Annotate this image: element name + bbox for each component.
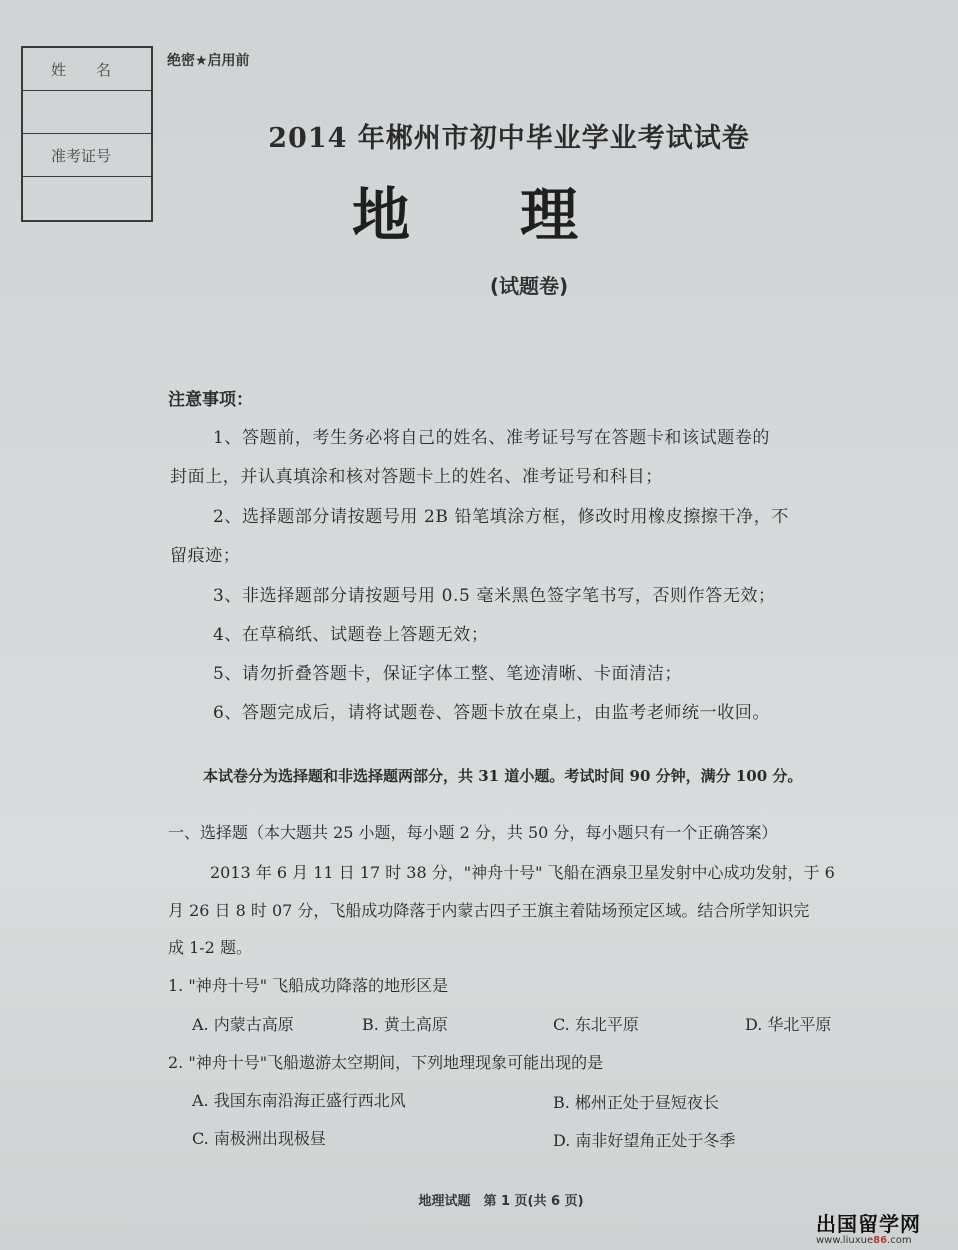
- answer-option-c: C. 南极洲出现极昼: [192, 1129, 326, 1148]
- name-field-label: 姓名: [23, 48, 151, 91]
- answer-option-b: B. 郴州正处于昼短夜长: [553, 1093, 719, 1112]
- watermark-name: 出国留学网: [816, 1212, 921, 1236]
- note-line: 封面上，并认真填涂和核对答题卡上的姓名、准考证号和科目；: [170, 467, 663, 487]
- section-heading: 一、选择题（本大题共 25 小题，每小题 2 分，共 50 分，每小题只有一个正确答案）: [168, 823, 778, 842]
- site-watermark: [816, 1213, 944, 1247]
- note-line: 5、请勿折叠答题卡，保证字体工整、笔迹清晰、卡面清洁；: [213, 664, 683, 684]
- watermark-url: www.liuxue86.com: [816, 1235, 912, 1246]
- answer-option-a: A. 内蒙古高原: [192, 1015, 294, 1034]
- answer-option-d: D. 华北平原: [745, 1015, 832, 1034]
- exam-title: 2014 年郴州市初中毕业学业考试试卷: [268, 123, 750, 154]
- note-line: 4、在草稿纸、试题卷上答题无效；: [213, 625, 489, 645]
- page-footer: 地理试题 第 1 页(共 6 页): [418, 1194, 584, 1209]
- answer-option-a: A. 我国东南沿海正盛行西北风: [192, 1091, 406, 1110]
- note-line: 6、答题完成后，请将试题卷、答题卡放在桌上，由监考老师统一收回。: [213, 703, 771, 723]
- question-intro-line: 2013 年 6 月 11 日 17 时 38 分，"神舟十号" 飞船在酒泉卫星发射中心成功发射，于 6: [210, 863, 835, 882]
- notes-heading: 注意事项：: [168, 390, 253, 410]
- subject-heading: 地理: [351, 181, 688, 249]
- note-line: 3、非选择题部分请按题号用 0.5 毫米黑色签字笔书写，否则作答无效；: [213, 586, 776, 606]
- answer-option-c: C. 东北平原: [553, 1015, 639, 1034]
- answer-option-b: B. 黄土高原: [362, 1015, 448, 1034]
- note-line: 2、选择题部分请按题号用 2B 铅笔填涂方框，修改时用橡皮擦擦干净，不: [213, 507, 789, 527]
- question-intro-line: 月 26 日 8 时 07 分，飞船成功降落于内蒙古四子王旗主着陆场预定区域。结合所学知识完: [168, 901, 810, 920]
- question-stem: 1. "神舟十号" 飞船成功降落的地形区是: [168, 976, 449, 995]
- note-line: 留痕迹；: [170, 546, 241, 566]
- question-stem: 2. "神舟十号"飞船遨游太空期间，下列地理现象可能出现的是: [168, 1053, 604, 1072]
- exam-number-field-label: 准考证号: [23, 134, 151, 177]
- question-intro-line: 成 1-2 题。: [168, 938, 252, 957]
- note-line: 1、答题前，考生务必将自己的姓名、准考证号写在答题卡和该试题卷的: [213, 428, 771, 448]
- answer-option-d: D. 南非好望角正处于冬季: [553, 1131, 736, 1150]
- confidential-mark: 绝密★启用前: [167, 53, 250, 69]
- paper-subtitle: (试题卷): [489, 274, 569, 298]
- exam-summary: 本试卷分为选择题和非选择题两部分，共 31 道小题。考试时间 90 分钟，满分 100 分。: [203, 767, 803, 785]
